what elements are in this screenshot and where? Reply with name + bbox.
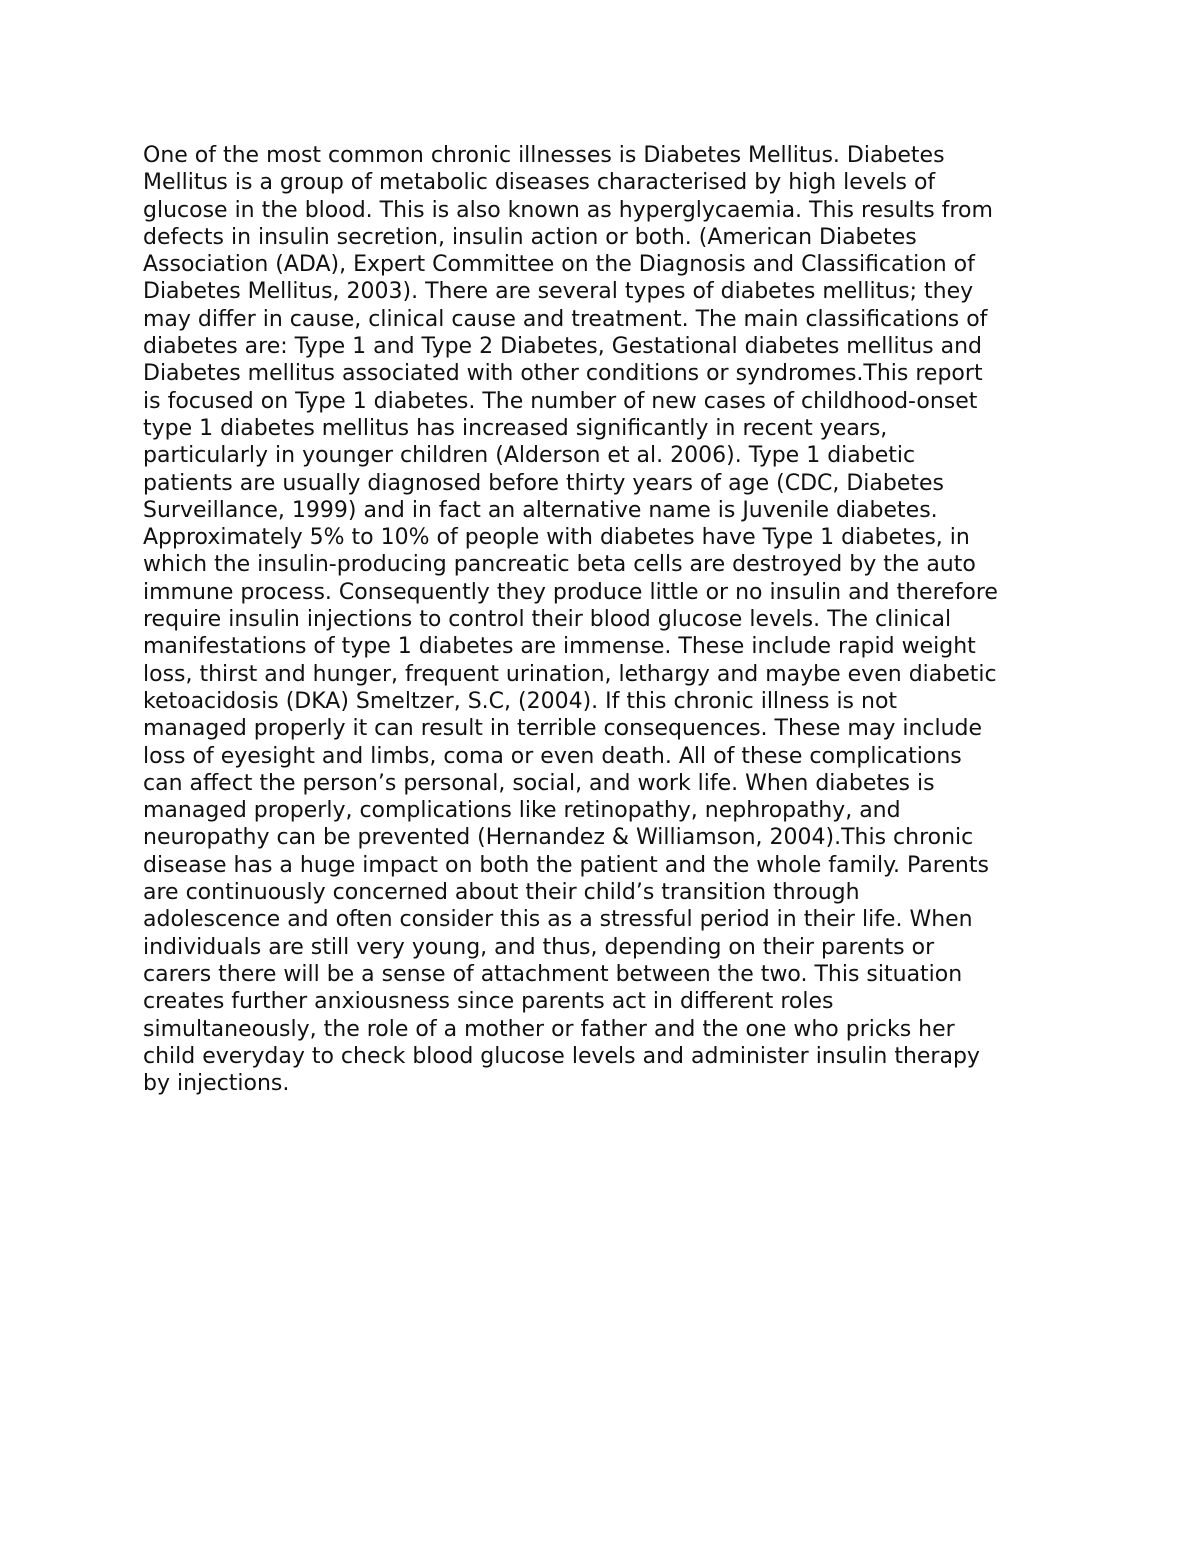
text-line: diabetes are: Type 1 and Type 2 Diabetes, Gestational diabetes mellitus and [143,334,982,360]
text-line: particularly in younger children (Alderson et al. 2006). Type 1 diabetic [143,443,916,469]
text-line: can affect the person’s personal, social, and work life. When diabetes is [143,770,935,796]
text-line: Diabetes mellitus associated with other conditions or syndromes.This report [143,361,983,387]
text-line: individuals are still very young, and thus, depending on their parents or [143,934,935,960]
text-line: Surveillance, 1999) and in fact an alternative name is Juvenile diabetes. [143,497,938,523]
text-line: ketoacidosis (DKA) Smeltzer, S.C, (2004). If this chronic illness is not [143,688,898,714]
text-line: Approximately 5% to 10% of people with diabetes have Type 1 diabetes, in [143,525,970,551]
text-line: is focused on Type 1 diabetes. The number of new cases of childhood-onset [143,388,978,414]
text-line: Association (ADA), Expert Committee on the Diagnosis and Classification of [143,252,975,278]
text-line: disease has a huge impact on both the patient and the whole family. Parents [143,852,989,878]
text-line: type 1 diabetes mellitus has increased significantly in recent years, [143,415,888,441]
text-line: Diabetes Mellitus, 2003). There are several types of diabetes mellitus; they [143,279,974,305]
text-line: loss, thirst and hunger, frequent urination, lethargy and maybe even diabetic [143,661,997,687]
text-line: One of the most common chronic illnesses is Diabetes Mellitus. Diabetes [143,143,945,168]
text-line: are continuously concerned about their child’s transition through [143,880,860,906]
text-line: neuropathy can be prevented (Hernandez & Williamson, 2004).This chronic [143,825,974,851]
text-line: patients are usually diagnosed before thirty years of age (CDC, Diabetes [143,470,945,496]
text-line: defects in insulin secretion, insulin action or both. (American Diabetes [143,224,917,250]
body-paragraph [143,142,1063,1097]
text-line: adolescence and often consider this as a stressful period in their life. When [143,907,973,933]
text-line: which the insulin-producing pancreatic beta cells are destroyed by the auto [143,552,976,578]
text-line: glucose in the blood. This is also known as hyperglycaemia. This results from [143,197,993,223]
text-line: child everyday to check blood glucose levels and administer insulin therapy [143,1043,980,1069]
text-line: immune process. Consequently they produce little or no insulin and therefore [143,579,998,605]
text-line: require insulin injections to control their blood glucose levels. The clinical [143,607,952,633]
text-line: carers there will be a sense of attachment between the two. This situation [143,961,963,987]
text-line: may differ in cause, clinical cause and treatment. The main classifications of [143,306,988,332]
text-line: managed properly, complications like retinopathy, nephropathy, and [143,798,901,824]
text-line: managed properly it can result in terrible consequences. These may include [143,716,983,742]
text-line: simultaneously, the role of a mother or father and the one who pricks her [143,1016,955,1042]
text-line: creates further anxiousness since parents act in different roles [143,989,834,1015]
text-line: by injections. [143,1071,290,1097]
text-line: loss of eyesight and limbs, coma or even death. All of these complications [143,743,962,769]
text-line: manifestations of type 1 diabetes are immense. These include rapid weight [143,634,976,660]
text-line: Mellitus is a group of metabolic diseases characterised by high levels of [143,170,936,196]
